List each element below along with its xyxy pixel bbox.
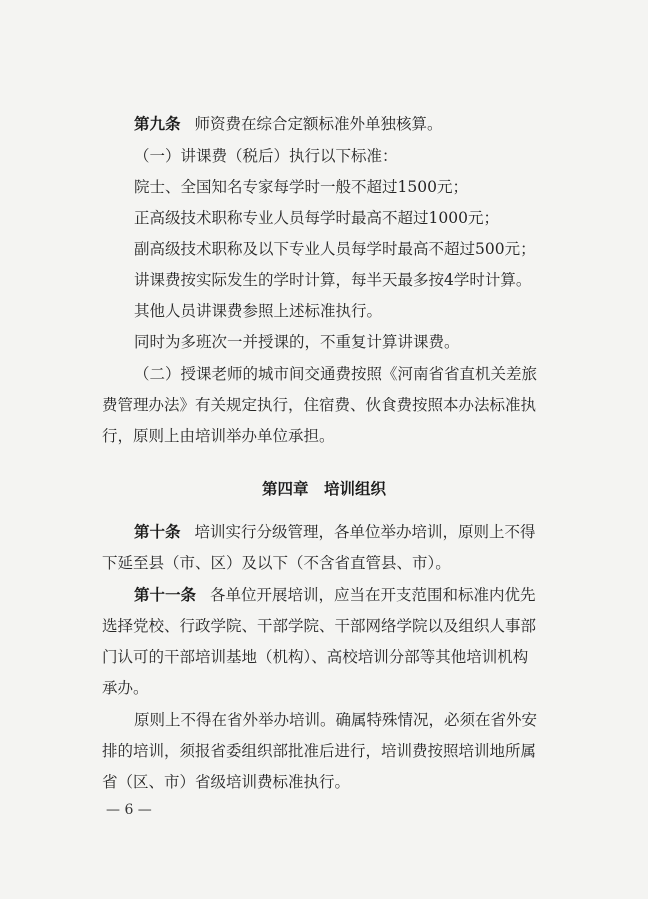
article-9-item-1: （一）讲课费（税后）执行以下标准：: [134, 147, 398, 165]
article-9-line-4: 讲课费按实际发生的学时计算，每半天最多按4学时计算。: [134, 271, 532, 289]
article-9-line-3: 副高级技术职称及以下专业人员每学时最高不超过500元；: [134, 240, 536, 258]
article-9-line-6: 同时为多班次一并授课的，不重复计算讲课费。: [134, 333, 460, 351]
article-10-label: 第十条: [134, 523, 181, 541]
article-9-item-2-line-1: （二）授课老师的城市间交通费按照《河南省省直机关差旅: [134, 365, 538, 383]
article-10-rest: 下延至县（市、区）及以下（不含省直管县、市）。: [102, 554, 451, 572]
article-11-para2-line-3: 省（区、市）省级培训费标准执行。: [102, 773, 351, 791]
article-11-line-2: 选择党校、行政学院、干部学院、干部网络学院以及组织人事部: [102, 617, 537, 635]
article-9-item-2-line-3: 行，原则上由培训举办单位承担。: [102, 427, 335, 445]
article-11-line: [134, 584, 648, 606]
article-9-line-5: 其他人员讲课费参照上述标准执行。: [134, 302, 383, 320]
article-11-first: 各单位开展培训，应当在开支范围和标准内优先: [210, 586, 536, 604]
article-10-line: [134, 521, 648, 543]
article-9-text: 师资费在综合定额标准外单独核算。: [194, 115, 443, 133]
article-11-label: 第十一条: [134, 586, 197, 604]
article-9-item-2-line-2: 费管理办法》有关规定执行，住宿费、伙食费按照本办法标准执: [102, 396, 537, 414]
page-number: — 6 —: [106, 802, 152, 818]
article-11-para2-line-2: 排的培训，须报省委组织部批准后进行，培训费按照培训地所属: [102, 742, 537, 760]
article-9-line-2: 正高级技术职称专业人员每学时最高不超过1000元；: [134, 209, 499, 227]
article-9-line: [134, 113, 648, 135]
article-9-label: 第九条: [134, 115, 181, 133]
chapter-heading: 第四章 培训组织: [261, 480, 386, 498]
article-11-para2-line-1: 原则上不得在省外举办培训。确属特殊情况，必须在省外安: [134, 711, 538, 729]
article-11-line-3: 门认可的干部培训基地（机构）、高校培训分部等其他培训机构: [102, 648, 529, 666]
article-10-first: 培训实行分级管理，各单位举办培训，原则上不得: [194, 523, 536, 541]
article-9-line-1: 院士、全国知名专家每学时一般不超过1500元；: [134, 178, 468, 196]
article-11-line-4: 承办。: [102, 679, 149, 697]
